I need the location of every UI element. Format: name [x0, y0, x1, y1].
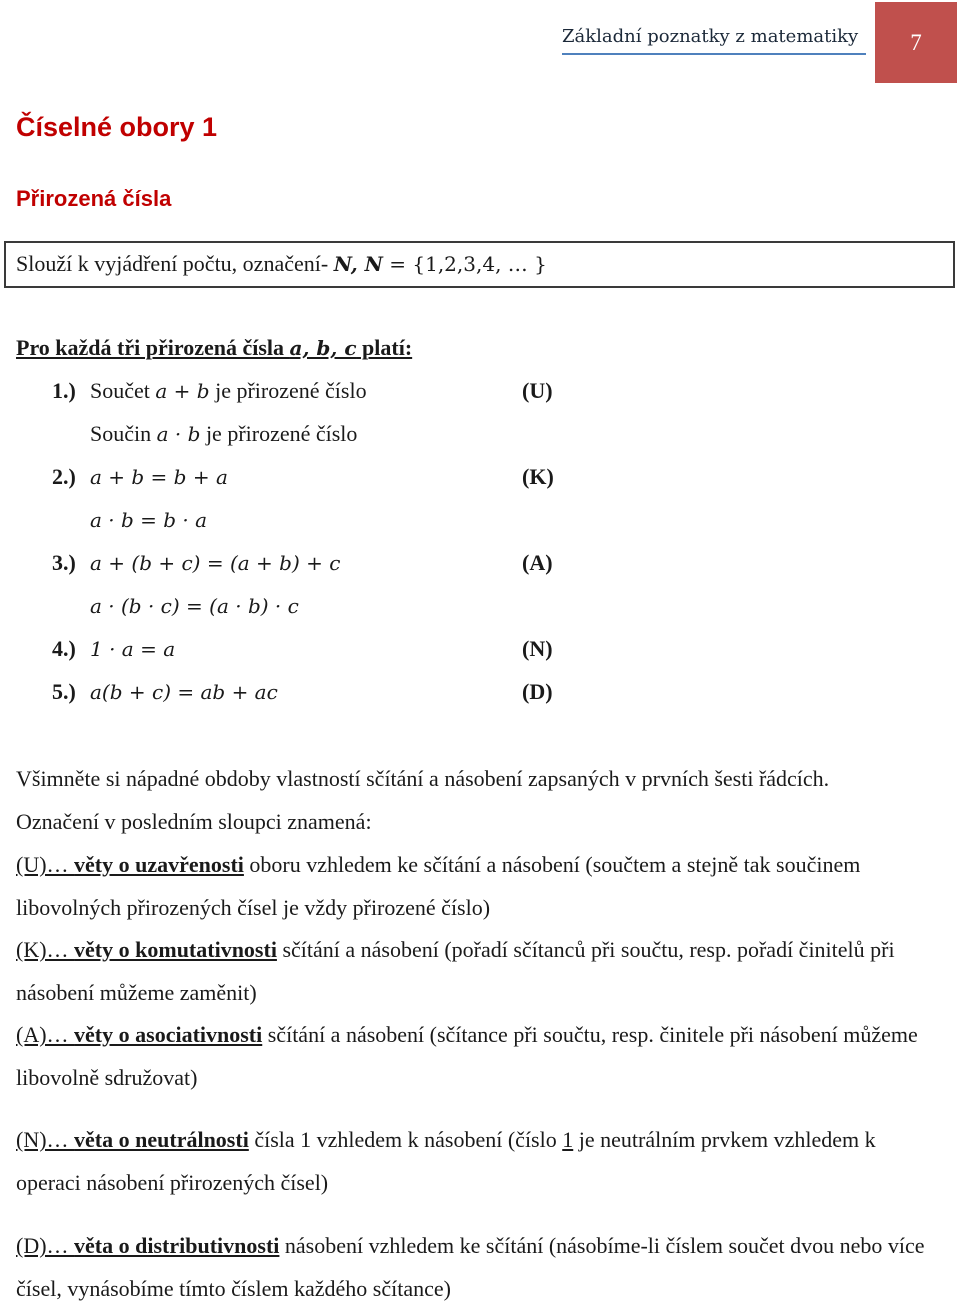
property-tag: (U) [522, 378, 553, 403]
property-number: 5.) [52, 679, 76, 704]
property-row [52, 679, 278, 705]
explanation-text: sčítání a násobení (pořadí sčítanců při součtu, resp. pořadí činitelů při násobení můžeme zaměnit) [16, 937, 895, 1005]
properties-intro [16, 335, 412, 361]
property-formula: 1 · a = a [90, 637, 176, 661]
page-number-badge: 7 [875, 2, 957, 83]
property-formula: a · b = b · a [90, 508, 208, 532]
explanation-d [16, 1224, 941, 1310]
legend-intro: Označení v posledním sloupci znamená: [16, 809, 372, 834]
property-row [52, 378, 367, 404]
explanation-code: (D)… [16, 1233, 75, 1258]
property-formula: a + b = b + a [90, 465, 228, 489]
explanation-code: (N)… [16, 1127, 75, 1152]
property-text: je přirozené číslo [200, 421, 358, 446]
section-heading: Přirozená čísla [16, 186, 172, 211]
property-number: 2.) [52, 464, 76, 489]
explanation-u [16, 843, 941, 929]
property-row [52, 464, 228, 490]
property-row [52, 421, 357, 447]
explanation-term: věta o distributivnosti [74, 1233, 280, 1258]
property-text: je přirozené číslo [209, 378, 367, 403]
explanation-term: věty o uzavřenosti [74, 852, 244, 877]
definition-label: Slouží k vyjádření počtu, označení- [16, 251, 334, 276]
running-header-title: Základní poznatky z matematiky [562, 26, 866, 55]
explanation-term: věta o neutrálnosti [74, 1127, 249, 1152]
explanation-code: (U)… [16, 852, 75, 877]
explanation-code: (A)… [16, 1022, 75, 1047]
property-text: Součin [90, 421, 157, 446]
explanation-n [16, 1118, 941, 1204]
definition-text [16, 251, 547, 277]
property-formula: a(b + c) = ab + ac [90, 680, 278, 704]
property-tag: (K) [522, 464, 554, 489]
explanation-term: věty o komutativnosti [74, 937, 277, 962]
property-row [52, 550, 340, 576]
notice-text: Všimněte si nápadné obdoby vlastností sčítání a násobení zapsaných v prvních šesti řádcích. [16, 766, 830, 791]
property-number: 1.) [52, 378, 76, 403]
property-tag: (D) [522, 679, 553, 704]
intro-vars: a, b, c [289, 336, 357, 360]
property-formula: a · b [156, 422, 201, 446]
explanation-text: sčítání a násobení (sčítance při součtu, resp. činitele při násobení můžeme libovolně sdružovat) [16, 1022, 918, 1090]
definition-box [4, 241, 955, 288]
property-number: 4.) [52, 636, 76, 661]
property-formula: a + b [155, 379, 210, 403]
property-row [52, 507, 207, 533]
explanation-term: věty o asociativnosti [74, 1022, 263, 1047]
property-number: 3.) [52, 550, 76, 575]
property-formula: a + (b + c) = (a + b) + c [90, 551, 341, 575]
explanation-text: násobení vzhledem ke sčítání (násobíme-li číslem součet dvou nebo více čísel, vynásobíme tímto číslem každého sčítance) [16, 1233, 925, 1301]
property-text: Součet [90, 378, 156, 403]
definition-symbol: N, N [333, 252, 383, 276]
property-tag: (N) [522, 636, 553, 661]
explanation-text: je neutrálním prvkem vzhledem k operaci násobení přirozených čísel) [16, 1127, 876, 1195]
property-row [52, 593, 299, 619]
explanation-text: oboru vzhledem ke sčítání a násobení (součtem a stejně tak součinem libovolných přirozených čísel je vždy přirozené číslo) [16, 852, 861, 920]
property-row [52, 636, 175, 662]
chapter-heading: Číselné obory 1 [16, 112, 218, 142]
explanation-text: čísla 1 vzhledem k násobení (číslo [248, 1127, 563, 1152]
property-formula: a · (b · c) = (a · b) · c [90, 594, 299, 618]
explanation-a [16, 1013, 941, 1099]
intro-text-end: platí: [356, 335, 413, 360]
property-tag: (A) [522, 550, 553, 575]
explanation-code: (K)… [16, 937, 75, 962]
neutral-element: 1 [562, 1127, 574, 1152]
definition-set: = {1,2,3,4, … } [382, 252, 547, 276]
explanation-k [16, 928, 941, 1014]
intro-text: Pro každá tři přirozená čísla [16, 335, 290, 360]
